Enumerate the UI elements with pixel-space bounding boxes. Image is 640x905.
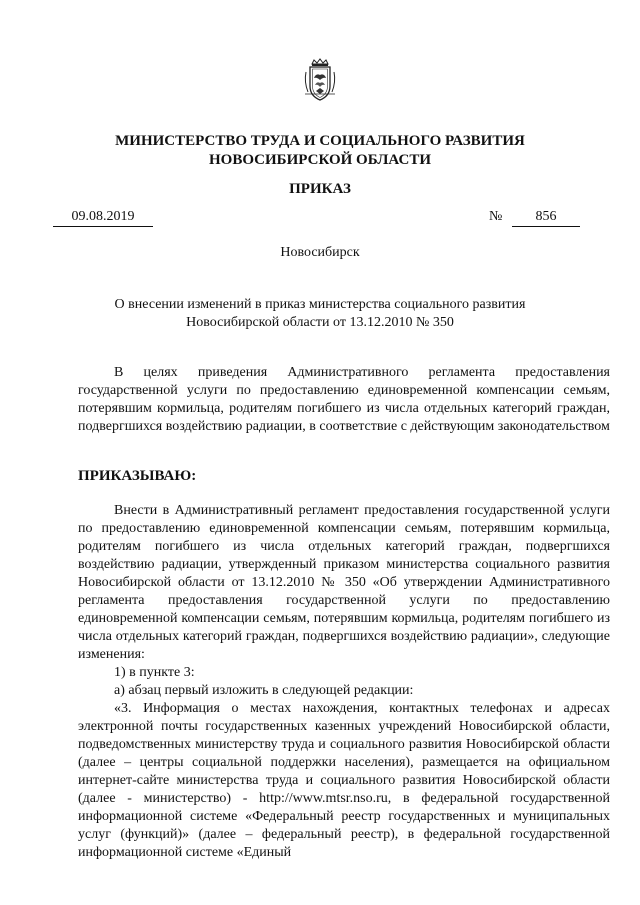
order-subject-line1: О внесении изменений в приказ министерства социального развития <box>114 297 526 312</box>
list-item-a: а) абзац первый изложить в следующей редакции: <box>114 683 414 698</box>
decree-heading: ПРИКАЗЫВАЮ: <box>78 468 197 484</box>
list-item-1: 1) в пункте 3: <box>114 665 195 680</box>
order-subject <box>60 296 580 332</box>
city: Новосибирск <box>280 245 360 260</box>
main-paragraph: Внести в Административный регламент предоставления государственной услуги по предоставлению единовременной компенсации семьям, потерявшим кормильца, родителям погибшего из числа отдельных категорий граждан, подвергшихся воздействию радиации, утвержденный приказом министерства социального развития Новосибирской области от 13.12.2010 № 350 «Об утверждении Административного регламента предоставления государственной услуги по предоставлению единовременной компенсации семьям, потерявшим кормильца, родителям погибшего из числа отдельных категорий граждан, подвергшихся воздействию радиации», следующие изменения: <box>78 503 610 662</box>
coat-of-arms-emblem <box>303 58 337 102</box>
ministry-name <box>60 132 580 170</box>
order-number: 856 <box>512 208 580 227</box>
document-type: ПРИКАЗ <box>289 181 351 197</box>
order-date: 09.08.2019 <box>53 208 153 227</box>
preamble-paragraph: В целях приведения Административного регламента предоставления государственной услуги по предоставлению единовременной компенсации семьям, потерявшим кормильца, родителям погибшего из числа отдельных категорий граждан, подвергшихся воздействию радиации, в соответствие с действующим законодательством <box>78 365 610 434</box>
ministry-name-line1: МИНИСТЕРСТВО ТРУДА И СОЦИАЛЬНОГО РАЗВИТИЯ <box>115 133 525 149</box>
quoted-paragraph: «3. Информация о местах нахождения, контактных телефонах и адресах электронной почты государственных казенных учреждений Новосибирской области, подведомственных министерству труда и социального развития Новосибирской области (далее – центры социальной поддержки населения), размещается на официальном интернет-сайте министерства труда и социального развития Новосибирской области (далее - министерство) - http://www.mtsr.nso.ru, в федеральной государственной информационной системе «Федеральный реестр государственных и муниципальных услуг (функций)» (далее – федеральный реестр), в федеральной государственной информационной системе «Единый <box>78 701 610 860</box>
number-sign: № <box>489 209 503 224</box>
order-subject-line2: Новосибирской области от 13.12.2010 № 350 <box>186 315 454 330</box>
ministry-name-line2: НОВОСИБИРСКОЙ ОБЛАСТИ <box>208 152 432 168</box>
